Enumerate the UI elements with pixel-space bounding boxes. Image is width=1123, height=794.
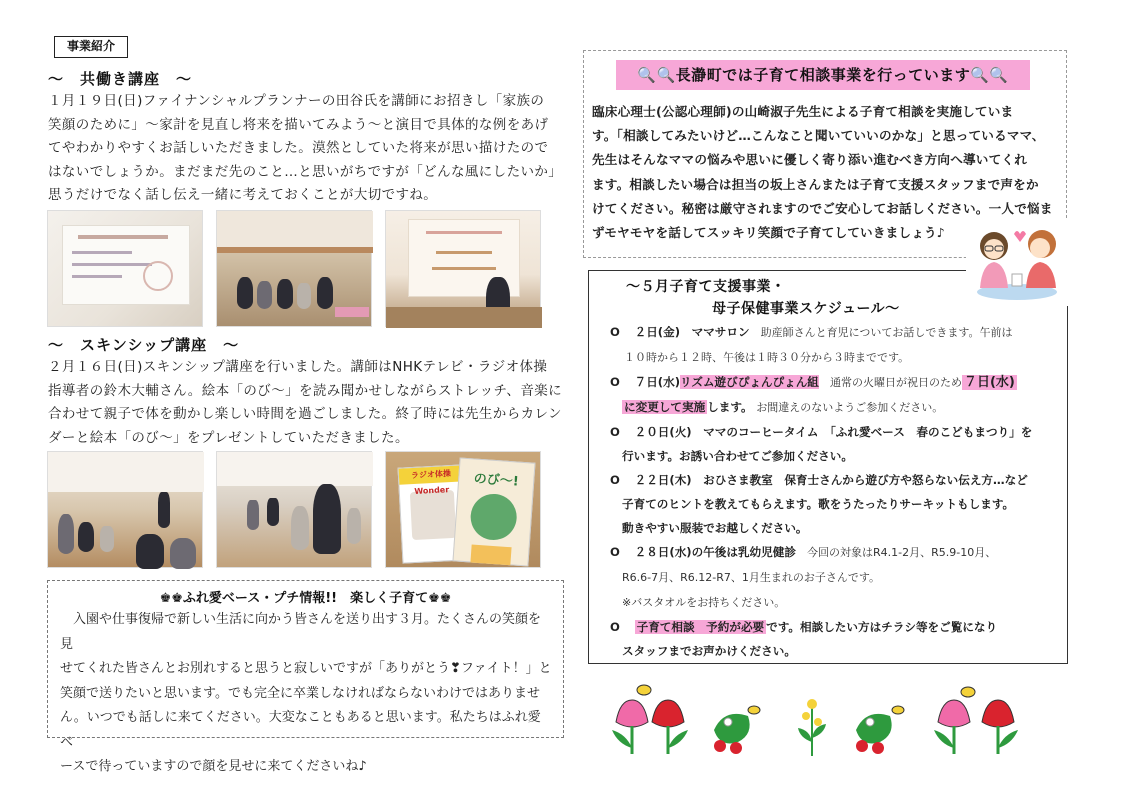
course2-line: ２月１６日(日)スキンシップ講座を行いました。講師はNHKテレビ・ラジオ体操 bbox=[48, 359, 548, 375]
schedule-item bbox=[610, 420, 1062, 444]
schedule-item bbox=[610, 370, 1062, 395]
schedule-text: R6.6-7月、R6.12-R7、1月生まれのお子さんです。 bbox=[622, 571, 880, 584]
schedule-text: ※バスタオルをお持ちください。 bbox=[622, 596, 786, 609]
schedule-text: です。相談したい方はチラシ等をご覧になり bbox=[766, 620, 998, 634]
course2-line: ダーと絵本「のび～」をプレゼントしていただきました。 bbox=[48, 429, 409, 446]
petit-info-line: 入園や仕事復帰で新しい生活に向かう皆さんを送り出す３月。たくさんの笑顔を見 bbox=[60, 612, 542, 652]
schedule-name: リズム遊びぴょんぴょん組 bbox=[680, 375, 819, 389]
consult-line: 先生はそんなママの悩みや思いに優しく寄り添い進むべき方向へ導いてくれ bbox=[592, 152, 1027, 168]
magazine-title: ラジオ体操Wonder bbox=[399, 465, 464, 484]
tulip-icon bbox=[612, 685, 688, 754]
consult-line: ずモヤモヤを話してスッキリ笑顔で子育てしていきましょう♪ bbox=[592, 225, 946, 241]
consult-line: す。「相談してみたいけど…こんなこと聞いていいのかな」と思っているママ、 bbox=[592, 128, 1045, 144]
section-tag: 事業紹介 bbox=[54, 36, 128, 58]
schedule-item bbox=[610, 615, 1062, 639]
petit-info-body bbox=[48, 606, 563, 780]
book-title: のび～! bbox=[473, 471, 520, 490]
bullet: O bbox=[610, 473, 620, 487]
schedule-text: ２２日(木) おひさま教室 保育士さんから遊び方や怒らない伝え方…など bbox=[634, 473, 1028, 487]
schedule-title-line2: 母子保健事業スケジュール～ bbox=[712, 301, 900, 317]
course2-body bbox=[48, 356, 568, 450]
schedule-highlight: 子育て相談 予約が必要 bbox=[636, 620, 765, 634]
schedule-date: ２８日(水)の午後は乳幼児健診 bbox=[634, 545, 796, 559]
course1-line: １月１９日(日)ファイナンシャルプランナーの田谷氏を講師にお招きし「家族の bbox=[48, 93, 545, 109]
petit-info-line: ースで待っていますので顔を見せに来てくださいね♪ bbox=[60, 759, 367, 774]
petit-info-title: ♚♚ふれ愛ベース・プチ情報!! 楽しく子育て♚♚ bbox=[159, 591, 452, 606]
schedule-list bbox=[610, 320, 1062, 663]
schedule-text: スタッフまでお声かけください。 bbox=[622, 644, 796, 658]
book-cover bbox=[452, 457, 535, 566]
tulip-strawberry-decoration-icon bbox=[604, 682, 1034, 762]
schedule-highlight: ７日(水) bbox=[963, 375, 1015, 390]
photo-hall bbox=[216, 210, 372, 327]
bullet: O bbox=[610, 375, 620, 389]
schedule-text: します。 bbox=[707, 400, 753, 414]
course2-heading: ～ スキンシップ講座 ～ bbox=[48, 336, 240, 354]
schedule-date: ２日(金) ママサロン bbox=[634, 325, 750, 339]
consult-line: ます。相談したい場合は担当の坂上さんまたは子育て支援スタッフまで声をか bbox=[592, 176, 1039, 192]
bullet: O bbox=[610, 620, 620, 634]
flower-decoration bbox=[604, 682, 1034, 762]
schedule-text: ２０日(火) ママのコーヒータイム 「ふれ愛ベース 春のこどもまつり」を bbox=[634, 425, 1033, 439]
photo-whiteboard bbox=[47, 210, 203, 327]
schedule-text: 子育てのヒントを教えてもらえます。歌をうたったりサーキットもします。 bbox=[622, 497, 1015, 511]
photo-books bbox=[385, 451, 541, 568]
course1-body bbox=[48, 90, 568, 208]
consult-line: けてください。秘密は厳守されますのでご安心してお話しください。一人で悩ま bbox=[592, 200, 1053, 216]
photo-gym-exercise bbox=[216, 451, 372, 568]
schedule-item bbox=[610, 540, 1062, 565]
schedule-item bbox=[610, 320, 1062, 345]
schedule-title-line1: ～５月子育て支援事業・ bbox=[626, 279, 786, 295]
schedule-text: 動きやすい服装でお越しください。 bbox=[622, 521, 808, 535]
strawberry-icon bbox=[856, 706, 904, 754]
consult-banner: 🔍🔍長瀞町では子育て相談事業を行っています🔍🔍 bbox=[616, 60, 1030, 90]
petit-info-box bbox=[47, 580, 564, 774]
petit-info-line: ん。いつでも話しに来てください。大変なこともあると思います。私たちはふれ愛ベ bbox=[60, 710, 541, 750]
course1-line: はないでしょうか。まだまだ先のこと…と思いがちですが「どんな風にしたいか」 bbox=[48, 163, 563, 180]
photo-gym-group bbox=[47, 451, 203, 568]
consult-line: 臨床心理士(公認心理師)の山崎淑子先生による子育て相談を実施していま bbox=[592, 104, 1014, 119]
photo-speaker bbox=[385, 210, 541, 327]
tulip-icon bbox=[934, 687, 1018, 754]
schedule-text: お間違えのないようご参加ください。 bbox=[756, 401, 944, 414]
bullet: O bbox=[610, 325, 620, 339]
course1-heading: ～ 共働き講座 ～ bbox=[48, 70, 193, 88]
schedule-text: 今回の対象はR4.1-2月、R5.9-10月、 bbox=[807, 546, 997, 559]
schedule-text: 通常の火曜日が祝日のため bbox=[829, 376, 962, 389]
schedule-item bbox=[610, 468, 1062, 492]
course1-line: てやわかりやすくお話しいただきました。漠然としていた将来が思い描けたので bbox=[48, 140, 549, 157]
course1-line: 思うだけでなく話し伝え一緒に考えておくことが大切ですね。 bbox=[48, 187, 438, 204]
course2-line: 指導者の鈴木大輔さん。絵本「のび～」を読み聞かせしながらストレッチ、音楽に bbox=[48, 382, 563, 399]
women-talking-icon bbox=[966, 218, 1068, 306]
strawberry-icon bbox=[714, 706, 760, 754]
rape-blossom-icon bbox=[798, 699, 826, 756]
bullet: O bbox=[610, 545, 620, 559]
course1-line: 笑顔のために」～家計を見直し将来を描いてみよう～と演目で具体的な例をあげ bbox=[48, 116, 549, 133]
petit-info-line: せてくれた皆さんとお別れすると思うと寂しいですが「ありがとう❣ファイト！」と bbox=[60, 661, 552, 676]
schedule-text: 行います。お誘い合わせてご参加ください。 bbox=[622, 449, 853, 463]
schedule-text: １０時から１２時、午後は１時３０分から３時までです。 bbox=[624, 351, 910, 364]
counseling-illustration bbox=[966, 218, 1068, 306]
schedule-text: 助産師さんと育児についてお話しできます。午前は bbox=[760, 326, 1013, 339]
petit-info-line: 笑顔で送りたいと思います。でも完全に卒業しなければならないわけではありませ bbox=[60, 685, 540, 701]
bullet: O bbox=[610, 425, 620, 439]
course2-line: 合わせて親子で体を動かし楽しい時間を過ごしました。終了時には先生からカレン bbox=[48, 406, 562, 423]
schedule-highlight: に変更して実施 bbox=[624, 400, 706, 414]
schedule-date: ７日(水) bbox=[634, 375, 680, 389]
